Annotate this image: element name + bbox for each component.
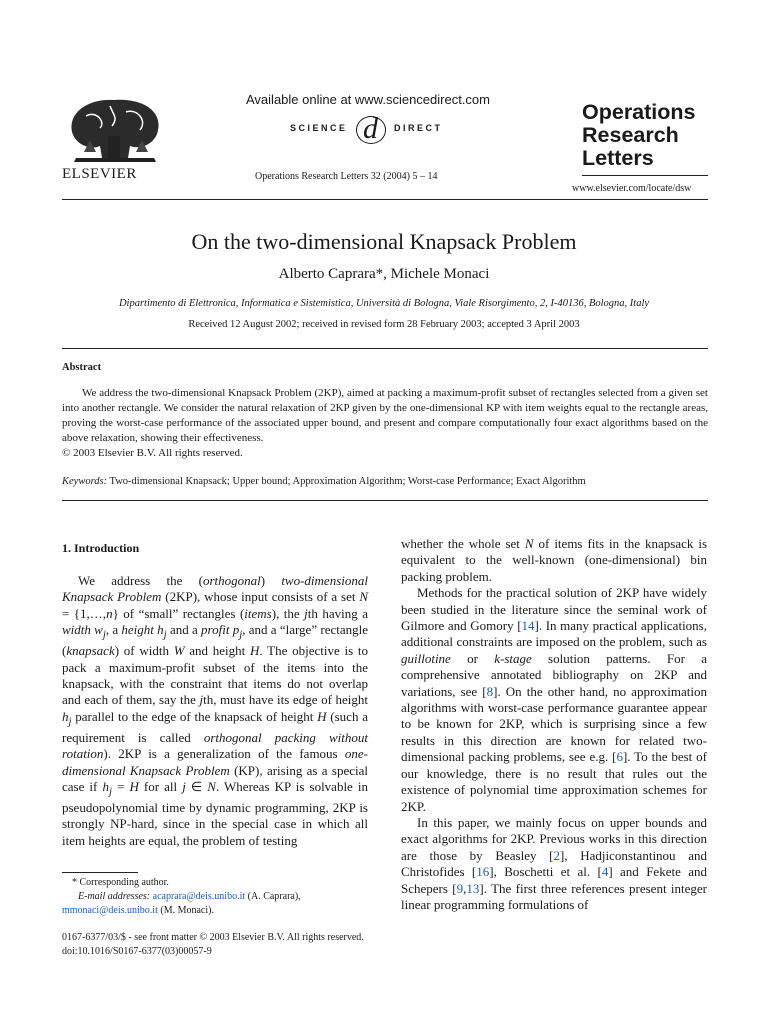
section-heading: 1. Introduction (62, 541, 140, 555)
footnote-corresponding: * Corresponding author. (72, 877, 169, 888)
journal-url[interactable]: www.elsevier.com/locate/dsw (572, 183, 692, 194)
publisher-name: ELSEVIER (62, 166, 137, 182)
email-link-monaci[interactable]: mmonaci@deis.unibo.it (62, 905, 158, 916)
footnote-email-second (62, 904, 214, 918)
journal-title-line: Letters (582, 146, 654, 170)
abstract-top-divider (62, 348, 708, 349)
sd-left-word: SCIENCE (290, 123, 348, 133)
journal-citation: Operations Research Letters 32 (2004) 5 – 14 (255, 171, 438, 182)
right-column-text: whether the whole set N of items fits in the knapsack is equivalent to the well-known (one-dimensional) bin packing problem. Methods for the practical solution of 2KP have widely been studied in the literature since the seminal work of Gilmore and Gomory [14]. In many practical applications, additional constraints are imposed on the problem, such as guillotine or k-stage solution patterns. For a comprehensive annotated bibliography on 2KP and variations, see [8]. On the other hand, no approximation algorithms with worst-case performance guarantee appear to be known for 2KP, which is surprising since a few results in this direction are known for related two-dimensional packing problems, see e.g. [6]. To the best of our knowledge, there is no result that rules out the existence of polynomial time approximation schemes for 2KP. In this paper, we mainly focus on upper bounds and exact algorithms for 2KP. Previous works in this direction are those by Beasley [2], Hadjiconstantinou and Christofides [16], Boschetti et al. [4] and Fekete and Schepers [9,13]. The first three references present integer linear programming formulations of (401, 536, 708, 912)
front-matter: 0167-6377/03/$ - see front matter © 2003 Elsevier B.V. All rights reserved. (62, 932, 364, 943)
footnote-divider (62, 872, 138, 873)
email-label: E-mail addresses: (78, 891, 151, 902)
available-online-text[interactable]: Available online at www.sciencedirect.com (246, 92, 490, 107)
abstract-text: We address the two-dimensional Knapsack Problem (2KP), aimed at packing a maximum-profit subset of rectangles selected from a given set into another rectangle. We consider the natural relaxation of 2KP given by the one-dimensional KP with item weights equal to the rectangle areas, proving the worst-case performance of the associated upper bound, and present and compare computationally four exact algorithms based on the above relaxation, showing their effectiveness. (62, 387, 708, 444)
sd-right-word: DIRECT (394, 123, 443, 133)
sciencedirect-logo[interactable] (290, 114, 480, 146)
paper-title: On the two-dimensional Knapsack Problem (191, 229, 577, 254)
email-owner: (M. Monaci). (157, 905, 214, 916)
keywords-label: Keywords: (62, 476, 108, 487)
abstract-heading: Abstract (62, 362, 102, 373)
keywords-text: Two-dimensional Knapsack; Upper bound; Approximation Algorithm; Worst-case Performance; Exact Algorithm (109, 476, 586, 487)
paper-authors: Alberto Caprara*, Michele Monaci (278, 266, 490, 282)
sd-d-letter: d (363, 112, 378, 145)
email-owner: (A. Caprara), (245, 891, 301, 902)
journal-title-line: Operations (582, 100, 696, 124)
journal-divider (582, 175, 708, 176)
doi[interactable]: doi:10.1016/S0167-6377(03)00057-9 (62, 946, 212, 957)
received-dates: Received 12 August 2002; received in revised form 28 February 2003; accepted 3 April 2003 (188, 319, 580, 330)
abstract-bottom-divider (62, 500, 708, 501)
journal-title (582, 101, 696, 170)
journal-title-line: Research (582, 123, 679, 147)
email-link-caprara[interactable]: acaprara@deis.unibo.it (152, 891, 246, 902)
keywords (62, 476, 586, 487)
abstract-copyright: © 2003 Elsevier B.V. All rights reserved. (62, 447, 243, 459)
footnote-email (78, 890, 301, 904)
left-column-text: We address the (orthogonal) two-dimensional Knapsack Problem (2KP), whose input consists of a set N = {1,…,n} of “small” rectangles (items), the jth having a width $w_j$, a height $h_j$ and a profit $p_j$, and a “large” rectangle (knapsack) of width W and height H. The objective is to pack a maximum-profit subset of the items into the knapsack, with the constraint that items do not overlap and each of them, say the jth, must have its edge of height $h_j$ parallel to the edge of the knapsack of height H (such a requirement is called orthogonal packing without rotation). 2KP is a generalization of the famous one-dimensional Knapsack Problem (KP), arising as a special case if $h_j = H$ for all j ∈ N. Whereas KP is solvable in pseudopolynomial time by dynamic programming, 2KP is strongly NP-hard, since in the special case in which all item heights are equal, the problem of testing (62, 573, 369, 848)
author-affiliation: Dipartimento di Elettronica, Informatica e Sistemistica, Università di Bologna, Viale Risorgimento, 2, I-40136, Bologna, Italy (118, 298, 650, 309)
header-divider (62, 199, 708, 200)
